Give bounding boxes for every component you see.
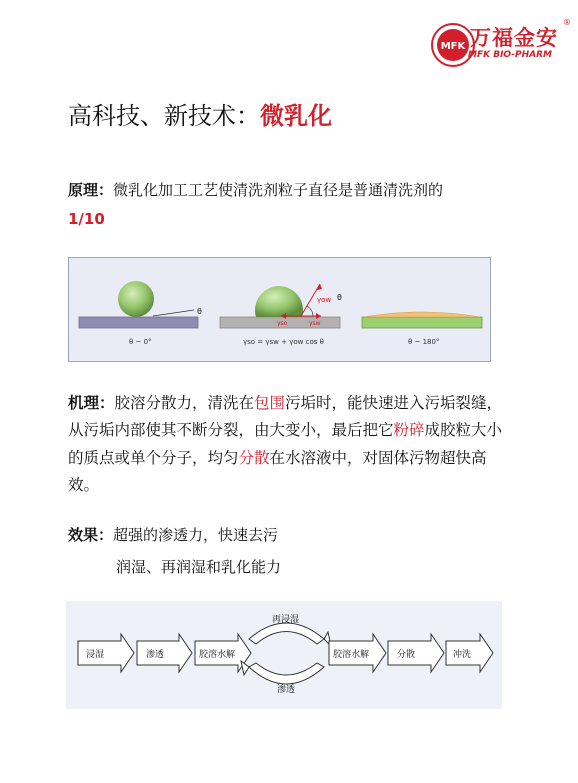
brand-name-en: MFK BIO-PHARM	[468, 50, 552, 60]
title-highlight: 微乳化	[260, 102, 332, 130]
flow-label-rewetting: 再浸湿	[272, 615, 300, 625]
angle-label-middle: θ	[337, 293, 342, 302]
mechanism-highlight-2: 粉碎	[393, 421, 425, 440]
contact-angle-figure	[68, 257, 491, 362]
page-title	[68, 96, 332, 131]
effect-label: 效果：	[68, 526, 114, 544]
brand-name-cn: 万福金安	[470, 26, 558, 50]
droplet-spread-right	[362, 312, 482, 346]
flow-cycle-bottom	[241, 661, 324, 695]
flow-label-hydrolysis-right: 胶溶水解	[333, 650, 370, 660]
gamma-so-label: γso	[277, 320, 288, 327]
droplet-sphere-left	[79, 281, 202, 346]
flow-arrow-wetting	[78, 634, 134, 672]
mechanism-text-1: 胶溶分散力，清洗在	[114, 394, 255, 412]
flow-arrow-penetration	[137, 634, 192, 672]
effect-text-1: 超强的渗透力，快速去污	[113, 526, 279, 544]
title-prefix: 高科技、新技术：	[68, 102, 260, 130]
caption-middle: γso = γsw + γow cos θ	[243, 338, 324, 346]
mechanism-label: 机理：	[68, 394, 115, 412]
mechanism-paragraph	[68, 390, 508, 499]
mechanism-highlight-3: 分散	[238, 448, 270, 467]
flow-label-rinse: 冲洗	[453, 650, 472, 660]
flow-arrow-rinse	[446, 634, 493, 672]
mechanism-text-3: 成胶粒大小的质点或单个分子，均匀	[68, 421, 503, 467]
registered-mark: ®	[563, 18, 571, 27]
principle-paragraph	[68, 177, 528, 204]
caption-left: θ ~ 0°	[129, 338, 152, 346]
flow-label-hydrolysis-left: 胶溶水解	[199, 650, 236, 660]
mechanism-text-2: 污垢时，能快速进入污垢裂缝，从污垢内部使其不断分裂，由大变小，最后把它	[68, 394, 503, 440]
caption-right: θ ~ 180°	[408, 338, 440, 346]
gamma-sw-label: γsw	[309, 320, 321, 327]
droplet-middle	[220, 284, 342, 346]
gamma-ow-label: γow	[317, 296, 332, 304]
flow-cycle-top	[249, 614, 331, 646]
process-flow-diagram	[66, 601, 502, 709]
effect-line-1	[68, 522, 278, 549]
principle-fraction: 1/10	[68, 210, 105, 228]
flow-label-penetration: 渗透	[146, 650, 165, 660]
flow-label-penetration-loop: 渗透	[277, 685, 296, 695]
angle-label-left: θ	[197, 307, 202, 316]
flow-arrow-dispersion	[388, 634, 444, 672]
effect-line-2: 润湿、再润湿和乳化能力	[116, 558, 282, 576]
mechanism-text-4: 在水溶液中，对固体污物超快高效。	[68, 448, 487, 494]
principle-text: 微乳化加工工艺使清洗剂粒子直径是普通清洗剂的	[113, 181, 444, 199]
flow-label-wetting: 浸湿	[86, 650, 105, 660]
mechanism-highlight-1: 包围	[254, 394, 286, 412]
principle-label: 原理：	[68, 181, 114, 199]
flow-arrow-hydrolysis-right	[329, 634, 386, 672]
logo-badge-text: MFK	[440, 41, 466, 52]
flow-label-dispersion: 分散	[397, 650, 416, 660]
